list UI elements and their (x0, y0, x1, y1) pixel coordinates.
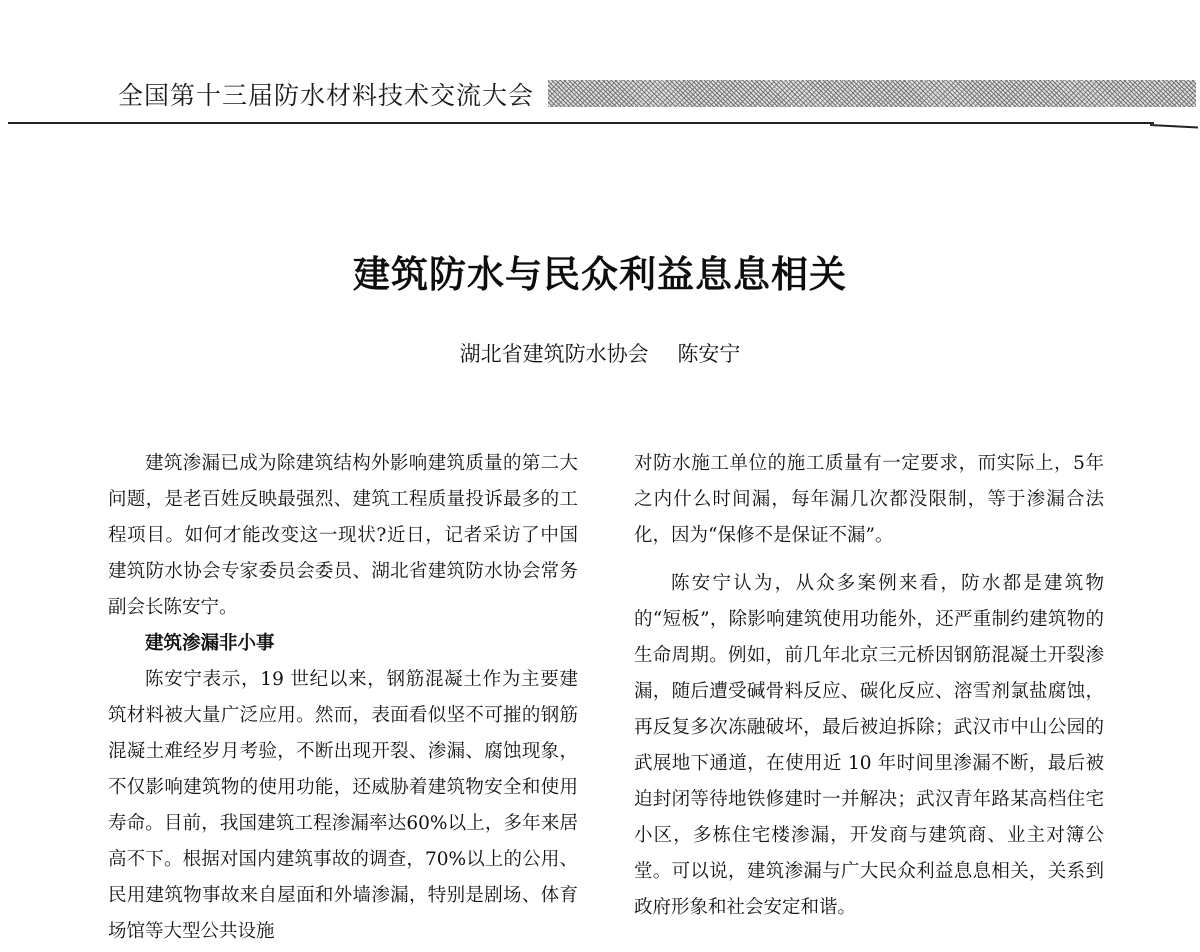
byline (0, 338, 1200, 368)
header-rule-tail (1150, 124, 1198, 129)
author-organization: 湖北省建筑防水协会 (459, 342, 649, 366)
body-paragraph-1: 陈安宁表示，19 世纪以来，钢筋混凝土作为主要建筑材料被大量广泛应用。然而，表面看似坚不可摧的钢筋混凝土难经岁月考验，不断出现开裂、渗漏、腐蚀现象，不仅影响建筑物的使用功能，还威胁着建筑物安全和使用寿命。目前，我国建筑工程渗漏率达60%以上，多年来居高不下。根据对国内建筑事故的调查，70%以上的公用、民用建筑物事故来自屋面和外墙渗漏，特别是剧场、体育场馆等大型公共设施 (108, 669, 578, 942)
article-title: 建筑防水与民众利益息息相关 (353, 252, 847, 296)
header-rule (8, 122, 1154, 124)
right-column (634, 446, 1104, 926)
conference-header-title: 全国第十三届防水材料技术交流大会 (118, 81, 535, 110)
continued-paragraph: 对防水施工单位的施工质量有一定要求，而实际上，5年之内什么时间漏，每年漏几次都没限制，等于渗漏合法化，因为“保修不是保证不漏”。 (634, 453, 1104, 546)
intro-paragraph: 建筑渗漏已成为除建筑结构外影响建筑质量的第二大问题，是老百姓反映最强烈、建筑工程质量投诉最多的工程项目。如何才能改变这一现状?近日，记者采访了中国建筑防水协会专家委员会委员、湖北省建筑防水协会常务副会长陈安宁。 (108, 453, 578, 618)
header-pattern-band (548, 80, 1196, 107)
author-name: 陈安宁 (677, 342, 741, 366)
body-paragraph-2: 陈安宁认为，从众多案例来看，防水都是建筑物的“短板”，除影响建筑使用功能外，还严重制约建筑物的生命周期。例如，前几年北京三元桥因钢筋混凝土开裂渗漏，随后遭受碱骨料反应、碳化反应、溶雪剂氯盐腐蚀，再反复多次冻融破坏，最后被迫拆除；武汉市中山公园的武展地下通道，在使用近 10 年时间里渗漏不断，最后被迫封闭等待地铁修建时一并解决；武汉青年路某高档住宅小区，多栋住宅楼渗漏，开发商与建筑商、业主对簿公堂。可以说，建筑渗漏与广大民众利益息息相关，关系到政府形象和社会安定和谐。 (634, 573, 1104, 918)
left-column (108, 446, 578, 950)
section-subheading: 建筑渗漏非小事 (145, 633, 275, 654)
